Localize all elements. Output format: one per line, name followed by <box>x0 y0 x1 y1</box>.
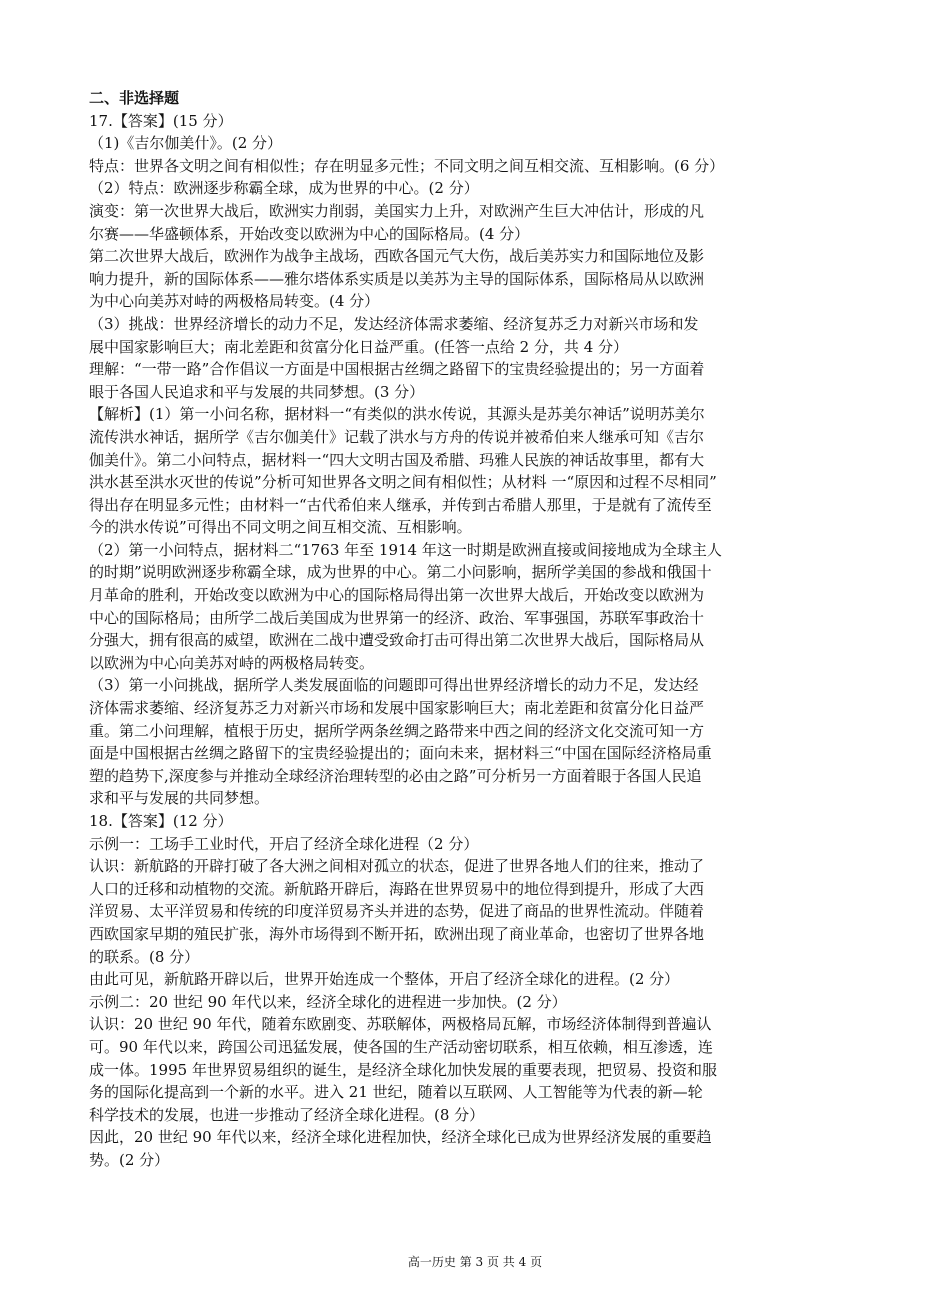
text-line: 理解：“一带一路”合作倡议一方面是中国根据古丝绸之路留下的宝贵经验提出的；另一方面着 <box>89 360 705 379</box>
text-line: 西欧国家早期的殖民扩张，海外市场得到不断开拓，欧洲出现了商业革命，也密切了世界各地 <box>89 924 705 943</box>
text-line: 势。(2 分） <box>89 1150 170 1169</box>
answer-text <box>89 110 869 1172</box>
text-line: （3）挑战：世界经济增长的动力不足，发达经济体需求萎缩、经济复苏乏力对新兴市场和发 <box>89 314 699 333</box>
text-line: 伽美什》。第二小问特点，据材料一“四大文明古国及希腊、玛雅人民族的神话故事里，都有大 <box>89 450 705 469</box>
text-line: 流传洪水神话，据所学《吉尔伽美什》记载了洪水与方舟的传说并被希伯来人继承可知《吉尔 <box>89 427 705 446</box>
text-line: 17.【答案】(15 分） <box>89 111 233 130</box>
text-line: 人口的迁移和动植物的交流。新航路开辟后，海路在世界贸易中的地位得到提升，形成了大西 <box>89 879 705 898</box>
text-line: （2）第一小问特点，据材料二“1763 年至 1914 年这一时期是欧洲直接或间接地成为全球主人 <box>89 540 722 559</box>
text-line: 求和平与发展的共同梦想。 <box>89 789 270 808</box>
text-line: 认识：20 世纪 90 年代，随着东欧剧变、苏联解体，两极格局瓦解，市场经济体制得到普遍认 <box>89 1015 712 1034</box>
text-line: 【解析】(1）第一小问名称，据材料一“有类似的洪水传说，其源头是苏美尔神话”说明苏美尔 <box>89 405 705 424</box>
text-line: 因此，20 世纪 90 年代以来，经济全球化进程加快，经济全球化已成为世界经济发展的重要趋 <box>89 1128 712 1147</box>
section-title: 二、非选择题 <box>89 89 180 107</box>
text-line: 成一体。1995 年世界贸易组织的诞生，是经济全球化加快发展的重要表现，把贸易、投资和服 <box>89 1060 717 1079</box>
text-line: 第二次世界大战后，欧洲作为战争主战场，西欧各国元气大伤，战后美苏实力和国际地位及影 <box>89 247 705 266</box>
text-line: 示例二：20 世纪 90 年代以来，经济全球化的进程进一步加快。(2 分） <box>89 992 567 1011</box>
text-line: 展中国家影响巨大；南北差距和贫富分化日益严重。(任答一点给 2 分，共 4 分） <box>89 337 629 356</box>
text-line: 认识：新航路的开辟打破了各大洲之间相对孤立的状态，促进了世界各地人们的往来，推动了 <box>89 857 705 876</box>
text-line: （3）第一小问挑战，据所学人类发展面临的问题即可得出世界经济增长的动力不足，发达经 <box>89 676 699 695</box>
text-line: 眼于各国人民追求和平与发展的共同梦想。(3 分） <box>89 382 425 401</box>
text-line: 塑的趋势下,深度参与并推动全球经济治理转型的必由之路”可分析另一方面着眼于各国人民追 <box>89 766 702 785</box>
text-line: 的联系。(8 分） <box>89 947 200 966</box>
text-line: 洋贸易、太平洋贸易和传统的印度洋贸易齐头并进的态势，促进了商品的世界性流动。伴随着 <box>89 902 705 921</box>
text-line: 中心的国际格局；由所学二战后美国成为世界第一的经济、政治、军事强国，苏联军事政治十 <box>89 608 705 627</box>
text-line: 可。90 年代以来，跨国公司迅猛发展，使各国的生产活动密切联系，相互依赖，相互渗透，连 <box>89 1037 713 1056</box>
text-line: 演变：第一次世界大战后，欧洲实力削弱，美国实力上升，对欧洲产生巨大冲估计，形成的凡 <box>89 201 705 220</box>
text-line: 以欧洲为中心向美苏对峙的两极格局转变。 <box>89 653 375 672</box>
text-line: 响力提升，新的国际体系——雅尔塔体系实质是以美苏为主导的国际体系，国际格局从以欧洲 <box>89 269 705 288</box>
text-line: 分强大，拥有很高的威望，欧洲在二战中遭受致命打击可得出第二次世界大战后，国际格局从 <box>89 631 705 650</box>
text-line: 务的国际化提高到一个新的水平。进入 21 世纪，随着以互联网、人工智能等为代表的新—轮 <box>89 1083 703 1102</box>
text-line: 18.【答案】(12 分） <box>89 812 233 830</box>
text-line: 科学技术的发展，也进一步推动了经济全球化进程。(8 分） <box>89 1105 485 1124</box>
text-line: 特点：世界各文明之间有相似性；存在明显多元性；不同文明之间互相交流、互相影响。(6 分） <box>89 156 725 175</box>
text-line: 今的洪水传说”可得出不同文明之间互相交流、互相影响。 <box>89 518 472 537</box>
text-line: 示例一：工场手工业时代，开启了经济全球化进程（2 分） <box>89 834 479 853</box>
document-body <box>89 87 869 1172</box>
text-line: 洪水甚至洪水灭世的传说”分析可知世界各文明之间有相似性；从材料 一“原因和过程不尽相同” <box>89 473 717 492</box>
text-line: 月革命的胜利，开始改变以欧洲为中心的国际格局得出第一次世界大战后，开始改变以欧洲为 <box>89 586 705 605</box>
text-line: 面是中国根据古丝绸之路留下的宝贵经验提出的；面向未来，据材料三“中国在国际经济格局重 <box>89 744 712 763</box>
text-line: 尔赛——华盛顿体系，开始改变以欧洲为中心的国际格局。(4 分） <box>89 224 530 243</box>
page-footer: 高一历史 第 3 页 共 4 页 <box>407 1255 543 1269</box>
text-line: 为中心向美苏对峙的两极格局转变。(4 分） <box>89 292 380 311</box>
text-line: （2）特点：欧洲逐步称霸全球，成为世界的中心。(2 分） <box>89 179 479 198</box>
text-line: 重。第二小问理解，植根于历史，据所学两条丝绸之路带来中西之间的经济文化交流可知一方 <box>89 721 705 740</box>
text-line: 济体需求萎缩、经济复苏乏力对新兴市场和发展中国家影响巨大；南北差距和贫富分化日益严 <box>89 699 705 718</box>
text-line: 的时期”说明欧洲逐步称霸全球，成为世界的中心。第二小问影响，据所学美国的参战和俄国十 <box>89 563 712 582</box>
text-line: （1)《吉尔伽美什》。(2 分） <box>89 134 283 153</box>
text-line: 得出存在明显多元性；由材料一“古代希伯来人继承，并传到古希腊人那里，于是就有了流传至 <box>89 495 712 514</box>
text-line: 由此可见，新航路开辟以后，世界开始连成一个整体，开启了经济全球化的进程。(2 分） <box>89 970 680 989</box>
